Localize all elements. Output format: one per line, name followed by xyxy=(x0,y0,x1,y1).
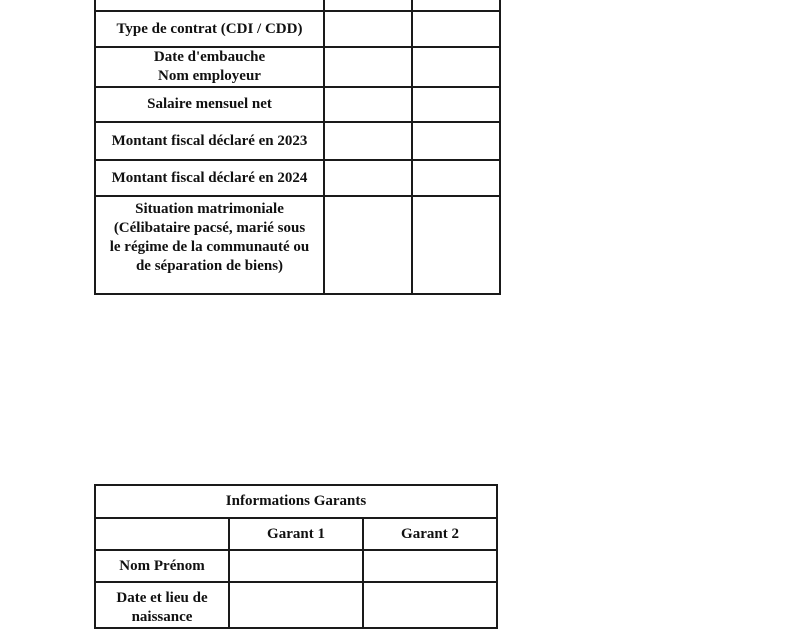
column-header-garant-1: Garant 1 xyxy=(229,518,363,550)
value-cell[interactable] xyxy=(363,550,497,582)
label-line: Montant fiscal déclaré en 2024 xyxy=(111,169,308,186)
guarantor-info-table xyxy=(94,484,498,629)
label-line: Salaire mensuel net xyxy=(147,96,272,112)
value-cell[interactable] xyxy=(324,47,412,87)
table-row xyxy=(95,87,500,122)
table-row xyxy=(95,47,500,87)
table-row xyxy=(95,11,500,47)
label-line: Type de contrat (CDI / CDD) xyxy=(116,20,303,37)
table-header-row xyxy=(95,518,497,550)
label-line: Situation matrimoniale xyxy=(135,201,284,217)
table-row xyxy=(95,550,497,582)
column-header-garant-2: Garant 2 xyxy=(363,518,497,550)
value-cell[interactable] xyxy=(324,0,412,11)
value-cell[interactable] xyxy=(229,582,363,628)
value-cell[interactable] xyxy=(412,11,500,47)
row-label-net-salary xyxy=(95,87,324,122)
table-row xyxy=(95,582,497,628)
row-label-marital-status xyxy=(95,196,324,294)
value-cell[interactable] xyxy=(324,122,412,160)
table-row xyxy=(95,196,500,294)
table-row xyxy=(95,122,500,160)
row-label-tax-2024 xyxy=(95,160,324,196)
label-line: Montant fiscal déclaré en 2023 xyxy=(111,132,308,149)
value-cell[interactable] xyxy=(324,11,412,47)
value-cell[interactable] xyxy=(363,582,497,628)
row-label-name: Nom Prénom xyxy=(95,550,229,582)
row-label-tax-2023 xyxy=(95,122,324,160)
table-row xyxy=(95,0,500,11)
value-cell[interactable] xyxy=(412,87,500,122)
label-line: de séparation de biens) xyxy=(135,258,284,274)
row-label-hire-date-employer xyxy=(95,47,324,87)
header-empty-cell xyxy=(95,518,229,550)
value-cell[interactable] xyxy=(229,550,363,582)
value-cell[interactable] xyxy=(412,122,500,160)
row-label-birth-date-place: Date et lieu de naissance xyxy=(95,582,229,628)
value-cell[interactable] xyxy=(412,0,500,11)
row-label-cut xyxy=(95,0,324,11)
label-line: le régime de la communauté ou xyxy=(109,239,310,255)
value-cell[interactable] xyxy=(324,160,412,196)
value-cell[interactable] xyxy=(412,47,500,87)
value-cell[interactable] xyxy=(324,87,412,122)
contract-info-table xyxy=(94,0,501,295)
value-cell[interactable] xyxy=(412,160,500,196)
table-title-row xyxy=(95,485,497,518)
table-row xyxy=(95,160,500,196)
label-line: Nom employeur xyxy=(158,68,261,84)
label-line: (Célibataire pacsé, marié sous xyxy=(113,220,306,236)
label-line: Date d'embauche xyxy=(153,49,266,65)
value-cell[interactable] xyxy=(324,196,412,294)
row-label-contract-type xyxy=(95,11,324,47)
table-title: Informations Garants xyxy=(95,485,497,518)
value-cell[interactable] xyxy=(412,196,500,294)
